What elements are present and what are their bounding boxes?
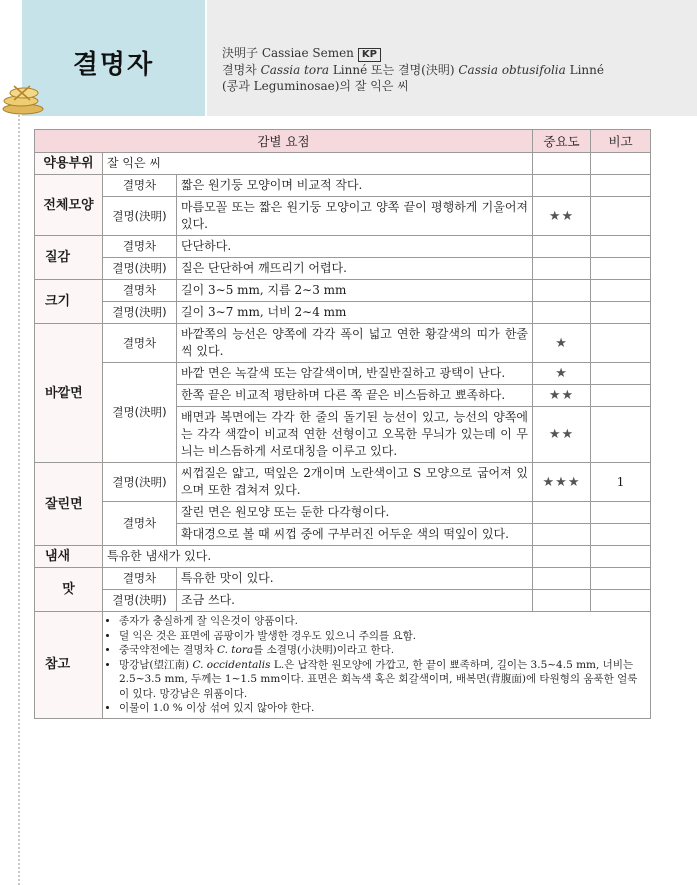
category-cut: 잘린면 <box>35 463 103 546</box>
surface-imp-1: ★ <box>533 324 591 363</box>
identification-table <box>34 129 651 719</box>
description-line-3: (콩과 Leguminosae)의 잘 익은 씨 <box>222 79 409 93</box>
table-row <box>35 363 651 385</box>
herb-bundle-icon <box>0 76 46 116</box>
surface-imp-3: ★★ <box>533 385 591 407</box>
table-row <box>35 590 651 612</box>
list-item: • 덜 익은 것은 표면에 곰팡이가 발생한 경우도 있으니 주의를 요함. <box>119 629 646 644</box>
texture-desc-1: 단단하다. <box>177 236 533 258</box>
margin-dotted-line <box>18 108 20 885</box>
kp-badge: KP <box>358 48 381 62</box>
shape-imp-2: ★★ <box>533 197 591 236</box>
table-row <box>35 546 651 568</box>
label-b: 결명(決明) <box>103 363 177 463</box>
label-b: 결명(決明) <box>103 302 177 324</box>
category-part: 약용부위 <box>35 153 103 175</box>
cut-desc-3: 확대경으로 볼 때 씨껍 중에 구부러진 어두운 색의 떡잎이 있다. <box>177 524 533 546</box>
label-a: 결명차 <box>103 236 177 258</box>
size-desc-2: 길이 3∼7 mm, 너비 2∼4 mm <box>177 302 533 324</box>
cut-desc-1: 씨껍질은 얇고, 떡잎은 2개이며 노란색이고 S 모양으로 굽어져 있으며 또한 겹쳐져 있다. <box>177 463 533 502</box>
label-b: 결명(決明) <box>103 590 177 612</box>
category-ref: 참고 <box>35 612 103 719</box>
category-smell: 냄새 <box>35 546 103 568</box>
cut-imp-1: ★★★ <box>533 463 591 502</box>
table-row <box>35 153 651 175</box>
label-b: 결명(決明) <box>103 258 177 280</box>
shape-desc-1: 짧은 원기둥 모양이며 비교적 작다. <box>177 175 533 197</box>
header-importance: 중요도 <box>533 130 591 153</box>
herb-description <box>222 45 682 94</box>
table-row <box>35 502 651 524</box>
surface-desc-2: 바깥 면은 녹갈색 또는 암갈색이며, 반질반질하고 광택이 난다. <box>177 363 533 385</box>
surface-desc-1: 바깥쪽의 능선은 양쪽에 각각 폭이 넓고 연한 황갈색의 띠가 한줄 씩 있다. <box>177 324 533 363</box>
category-size: 크기 <box>35 280 103 324</box>
category-surface: 바깥면 <box>35 324 103 463</box>
label-a: 결명차 <box>103 324 177 363</box>
table-row <box>35 302 651 324</box>
description-line-2: 결명차 Cassia tora Linné 또는 결명(決明) Cassia obtusifolia Linné <box>222 63 604 77</box>
surface-desc-3: 한쪽 끝은 비교적 평탄하며 다른 쪽 끝은 비스듬하고 뾰족하다. <box>177 385 533 407</box>
texture-desc-2: 질은 단단하여 깨뜨리기 어렵다. <box>177 258 533 280</box>
shape-imp-1 <box>533 175 591 197</box>
label-a: 결명차 <box>103 175 177 197</box>
table-row <box>35 612 651 719</box>
shape-desc-2: 마름모꼴 또는 짧은 원기둥 모양이고 양쪽 끝이 평행하게 기울어져 있다. <box>177 197 533 236</box>
table-row <box>35 175 651 197</box>
label-a: 결명차 <box>103 568 177 590</box>
label-b: 결명(決明) <box>103 197 177 236</box>
list-item: • 종자가 충실하게 잘 익은것이 양품이다. <box>119 614 646 629</box>
table-row <box>35 280 651 302</box>
table-row <box>35 568 651 590</box>
surface-imp-4: ★★ <box>533 407 591 463</box>
taste-desc-2: 조금 쓰다. <box>177 590 533 612</box>
category-texture: 질감 <box>35 236 103 280</box>
size-desc-1: 길이 3∼5 mm, 지름 2∼3 mm <box>177 280 533 302</box>
label-a: 결명차 <box>103 280 177 302</box>
table-row <box>35 236 651 258</box>
list-item: • 이물이 1.0 % 이상 섞여 있지 않아야 한다. <box>119 701 646 716</box>
cut-note-1: 1 <box>591 463 651 502</box>
reference-notes <box>103 612 651 719</box>
table-row <box>35 258 651 280</box>
part-desc: 잘 익은 씨 <box>103 153 533 175</box>
surface-imp-2: ★ <box>533 363 591 385</box>
table-header-row <box>35 130 651 153</box>
taste-desc-1: 특유한 맛이 있다. <box>177 568 533 590</box>
description-line-1: 決明子 Cassiae Semen KP <box>222 45 682 62</box>
label-b: 결명(決明) <box>103 463 177 502</box>
list-item: • 망강남(望江南) C. occidentalis L.은 납작한 원모양에 가깝고, 한 끝이 뾰족하며, 길이는 3.5∼4.5 mm, 너비는 2.5∼3.5 mm, 두께는 1∼1.5 mm이다. 표면은 회녹색 혹은 회갈색이며, 배복면(背腹面)에 타원형의 움푹한 얼룩이 있다. 망강남은 위품이다. <box>119 658 646 702</box>
category-shape: 전체모양 <box>35 175 103 236</box>
table-row <box>35 463 651 502</box>
smell-desc: 특유한 냄새가 있다. <box>103 546 533 568</box>
surface-desc-4: 배면과 복면에는 각각 한 줄의 돌기된 능선이 있고, 능선의 양쪽에는 각각 색깔이 비교적 연한 선형이고 오목한 무늬가 있는데 이 무늬는 비스듬하게 서로대칭을 이루고 있다. <box>177 407 533 463</box>
list-item: • 중국약전에는 결명차 C. tora를 소결명(小決明)이라고 한다. <box>119 643 646 658</box>
table-row <box>35 324 651 363</box>
category-taste: 맛 <box>35 568 103 612</box>
label-a: 결명차 <box>103 502 177 546</box>
header-main: 감별 요점 <box>35 130 533 153</box>
table-row <box>35 197 651 236</box>
page-title: 결명자 <box>72 50 155 80</box>
cut-desc-2: 잘린 면은 원모양 또는 둔한 다각형이다. <box>177 502 533 524</box>
header-note: 비고 <box>591 130 651 153</box>
